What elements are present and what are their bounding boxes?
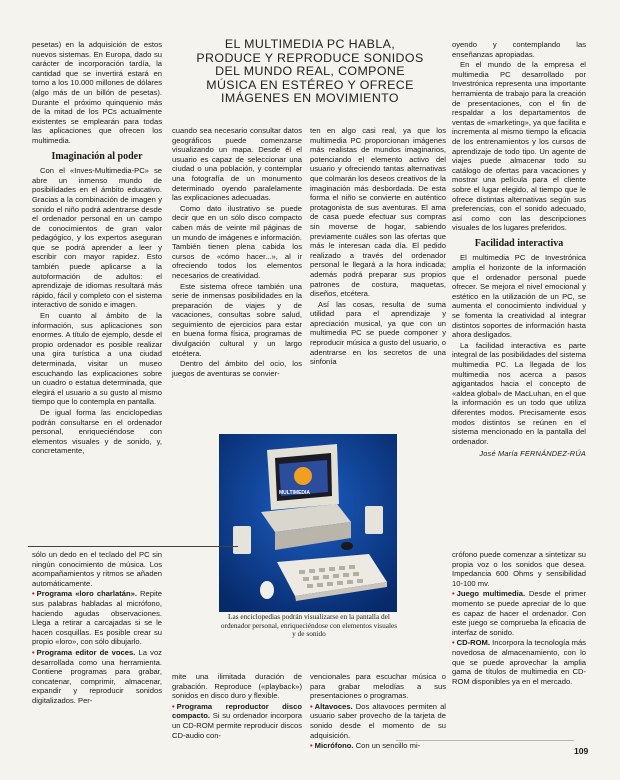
list-item — [310, 741, 446, 751]
list-item-text: Repite sus palabras habladas al micrófono, haciendo agudas observaciones. Llega a retirar a carcajadas si se le hacen cosquillas. Es posible crear su propio «loro», con sólo dibujarlo. — [32, 589, 162, 647]
article-headline — [196, 38, 424, 106]
list-item-text: Desde el primer momento se puede apreciar de lo que es capaz de hacer el ordenador. Con este juego se comprueba la eficacia de interfaz de sonido. — [452, 589, 586, 637]
list-item-title: CD-ROM. — [456, 638, 490, 648]
screen-label: MULTIMEDIA — [279, 490, 311, 496]
col1-paragraph: De igual forma las enciclopedias podrán consultarse en el ordenador personal, enriqueciéndose con elementos visuales y de sonido, y, concretamente, — [32, 407, 162, 456]
column-3 — [310, 126, 446, 368]
section-heading-imaginacion: Imaginación al poder — [51, 150, 143, 162]
col2-paragraph: Dentro del ámbito del ocio, los juegos de aventuras se convier- — [172, 359, 302, 378]
footer-rule — [396, 740, 574, 741]
col4-paragraph: En el mundo de la empresa el multimedia PC desarrollado por Investrónica representa una importante herramienta de trabajo para la creación de presentaciones, con el fin de respaldar a los departamentos de ventas de «marketing», ya que facilita e incrementa al mismo tiempo la eficacia de los entrenamientos y los cursos de aprendizaje de todo tipo. Un agente de viajes puede almacenar todo su catálogo de ofertas para vacaciones y mostrar una película para el cliente sobre el lugar elegido, al tiempo que le ofrece distintas alternativas según sus preferencias, con el sonido adecuado, así como con las descripciones visuales de los lugares preferidos. — [452, 60, 586, 233]
bullet-icon: • — [452, 638, 455, 648]
bullet-icon: • — [310, 701, 313, 711]
col3-paragraph: ten en algo casi real, ya que los multimedia PC proporcionan imágenes más realistas de mundos imaginarios, potenciando el elemento activo del usuario y ofreciendo tantas alternativas que colmarán los deseos creativos de la imaginación más desbordada. De esta forma el niño se convierte en auténtico protagonista de sus aventuras. El ama de casa puede efectuar sus compras sin moverse de hogar, sabiendo previamente cuáles son las ofertas que más le interesan cada día. El pedido realizado a través del ordenador personal le llegará a la hora indicada; además podrá preparar sus propios patrones de costura, maquetas, diseños, etcétera. — [310, 126, 446, 299]
section-heading-facilidad: Facilidad interactiva — [474, 237, 564, 249]
col2-paragraph: cuando sea necesario consultar datos geográficos puede comenzarse visualizando un mapa. Desde él el usuario es capaz de seleccionar una ciudad o una población, y contemplar una fotografía de un monumento determinado oyendo paralelamente las explicaciones adecuadas. — [172, 126, 302, 203]
list-item-text: Incorpora la tecnología más novedosa de almacenamiento, con lo que se puede aprovechar la amplia gama de títulos de multimedia en CD-ROM disponibles ya en el mercado. — [452, 638, 586, 686]
bullet-icon: • — [452, 589, 455, 599]
photo-caption: Las enciclopedias podrán visualizarse en la pantalla del ordenador personal, enriqueciéndose con elementos visuales y de sonido — [220, 612, 398, 639]
list-item-title: Juego multimedia. — [456, 589, 526, 599]
col4-paragraph: La facilidad interactiva es parte integral de las posibilidades del sistema multimedia PC. La llegada de los multimedia nos acerca a pasos agigantados hacia el concepto de «aldea global» de MacLuhan, en el que la información es un todo que utiliza diferentes modos. Precisamente esos modos distintos se reúnen en el sistema mencionado en la pantalla del ordenador. — [452, 340, 586, 446]
column-1 — [32, 40, 162, 457]
list-item-text: Dos altavoces permiten al usuario saber provecho de la tarjeta de sonido desde el momento de su adquisición. — [310, 701, 446, 740]
list-item — [452, 638, 586, 686]
page-number: 109 — [574, 746, 589, 756]
bullet-icon: • — [310, 741, 313, 751]
col2-paragraph: Este sistema ofrece también una serie de inmensas posibilidades en la preparación de viajes y de vacaciones, consultas sobre salud, seguimiento de ejercicios para estar en buena forma física, programas de divulgación cultural y un largo etcétera. — [172, 281, 302, 358]
lower-left-paragraph: sólo un dedo en el teclado del PC sin ningún conocimiento de música. Los acompañamientos y ritmos se añaden automáticamente. — [32, 550, 162, 588]
section-divider — [28, 546, 238, 547]
list-item-text: La voz desarrollada como una herramienta. Contiene programas para grabar, concatenar, comprimir, almacenar, expandir y reproducir sonidos digitalizados. Per- — [32, 647, 162, 705]
list-item — [32, 648, 162, 706]
list-item-title: Programa reproductor disco compacto. — [172, 701, 302, 721]
lower-left-column — [32, 550, 162, 707]
list-item — [32, 589, 162, 647]
list-item-text: Con un sencillo mi- — [355, 741, 421, 751]
col1-paragraph: Con el «Inves-Multimedia-PC» se abre un inmenso mundo de posibilidades en el ámbito educativo. Gracias a la combinación de imagen y sonido el niño podrá adentrarse desde el ordenador personal en un campo de conocimientos de gran valor pedagógico, y los expertos aseguran que se podrá aprender a leer y escribir con mayor rapidez. Esto también puede aplicarse a la autoformación de adultos: el aprendizaje de idiomas resultará más rápido, fácil y completo con el sistema interactivo de sonido e imagen. — [32, 166, 162, 310]
col4-paragraph: El multimedia PC de Investrónica amplía el horizonte de la información que el ordenador personal puede ofrecer. Se mejora el nivel emocional y estético en la utilización de un PC, se aumenta el conocimiento individual y se fomenta la creatividad al integrar distintos soportes de información hasta ahora desligados. — [452, 253, 586, 340]
list-item-title: Programa editor de voces. — [36, 647, 136, 657]
column-2 — [172, 126, 302, 379]
headline-line-2: PRODUCE Y REPRODUCE SONIDOS — [196, 50, 424, 65]
list-item-title: Micrófono. — [314, 741, 354, 751]
headline-line-4: MÚSICA EN ESTÉREO Y OFRECE — [206, 77, 414, 92]
col4-paragraph: oyendo y contemplando las enseñanzas apropiadas. — [452, 40, 586, 59]
bullet-icon: • — [172, 701, 175, 711]
col3-paragraph: Así las cosas, resulta de suma utilidad para el aprendizaje y apreciación musical, ya que con un multimedia PC se puede componer y reproducir música a gusto del usuario, o adentrarse en los secretos de una sinfonía — [310, 299, 446, 367]
col1-paragraph: En cuanto al ámbito de la información, sus aplicaciones son enormes. A título de ejemplo, desde el propio ordenador es posible realizar una gira turística a una ciudad determinada, visitar un museo escuchando las explicaciones sobre un cuadro o estatua determinada, que elegirá el usuario a su gusto al mismo tiempo que lo contempla en pantalla. — [32, 311, 162, 407]
column-4 — [452, 40, 586, 459]
lower-right-paragraph: vencionales para escuchar música o para grabar melodías a sus presentaciones o programas. — [310, 672, 446, 701]
list-item — [452, 589, 586, 637]
multimedia-pc-illustration — [219, 434, 397, 612]
lower-far-paragraph: crófono puede comenzar a sintetizar su propia voz o los sonidos que desea. Impedancia 600 Ohms y sensibilidad 10-100 mv. — [452, 550, 586, 588]
lower-mid-paragraph: mite una ilimitada duración de grabación. Reproduce («playback») sonidos en disco duro y flexible. — [172, 672, 302, 701]
list-item-title: Programa «loro charlatán». — [36, 589, 137, 599]
headline-line-3: DEL MUNDO REAL, COMPONE — [215, 64, 405, 79]
bullet-icon: • — [32, 647, 35, 657]
col1-paragraph: pesetas) en la adquisición de estos nuevos sistemas. En Europa, dado su carácter de incorporación tardía, la cantidad que se invertirá estará en torno a los 10.000 millones de dólares (algo más de un billón de pesetas). Durante el próximo quinquenio más de la mitad de los PCs actualmente existentes se emplearán para todas las aplicaciones que ofrecen los multimedia. — [32, 40, 162, 145]
lower-far-column — [452, 550, 586, 687]
list-item — [310, 702, 446, 740]
headline-line-5: IMÁGENES EN MOVIMIENTO — [221, 91, 399, 106]
computer-photo — [219, 434, 397, 612]
author-signature: José María FERNÁNDEZ-RÚA — [479, 449, 586, 459]
headline-line-1: EL MULTIMEDIA PC HABLA, — [224, 37, 396, 51]
list-item — [172, 702, 302, 740]
list-item-title: Altavoces. — [314, 701, 353, 711]
col2-paragraph: Como dato ilustrativo se puede decir que en un sólo disco compacto caben más de veinte mil páginas de un mundo de imágenes e información. También tienen plena cabida los cursos de «cómo hacer...», al ir ofreciendo todos los elementos necesarios de creatividad. — [172, 203, 302, 280]
list-item-text: Si su ordenador incorpora un CD-ROM permite reproducir discos CD-audio con- — [172, 711, 302, 740]
lower-mid-column — [172, 672, 302, 741]
bullet-icon: • — [32, 589, 35, 599]
